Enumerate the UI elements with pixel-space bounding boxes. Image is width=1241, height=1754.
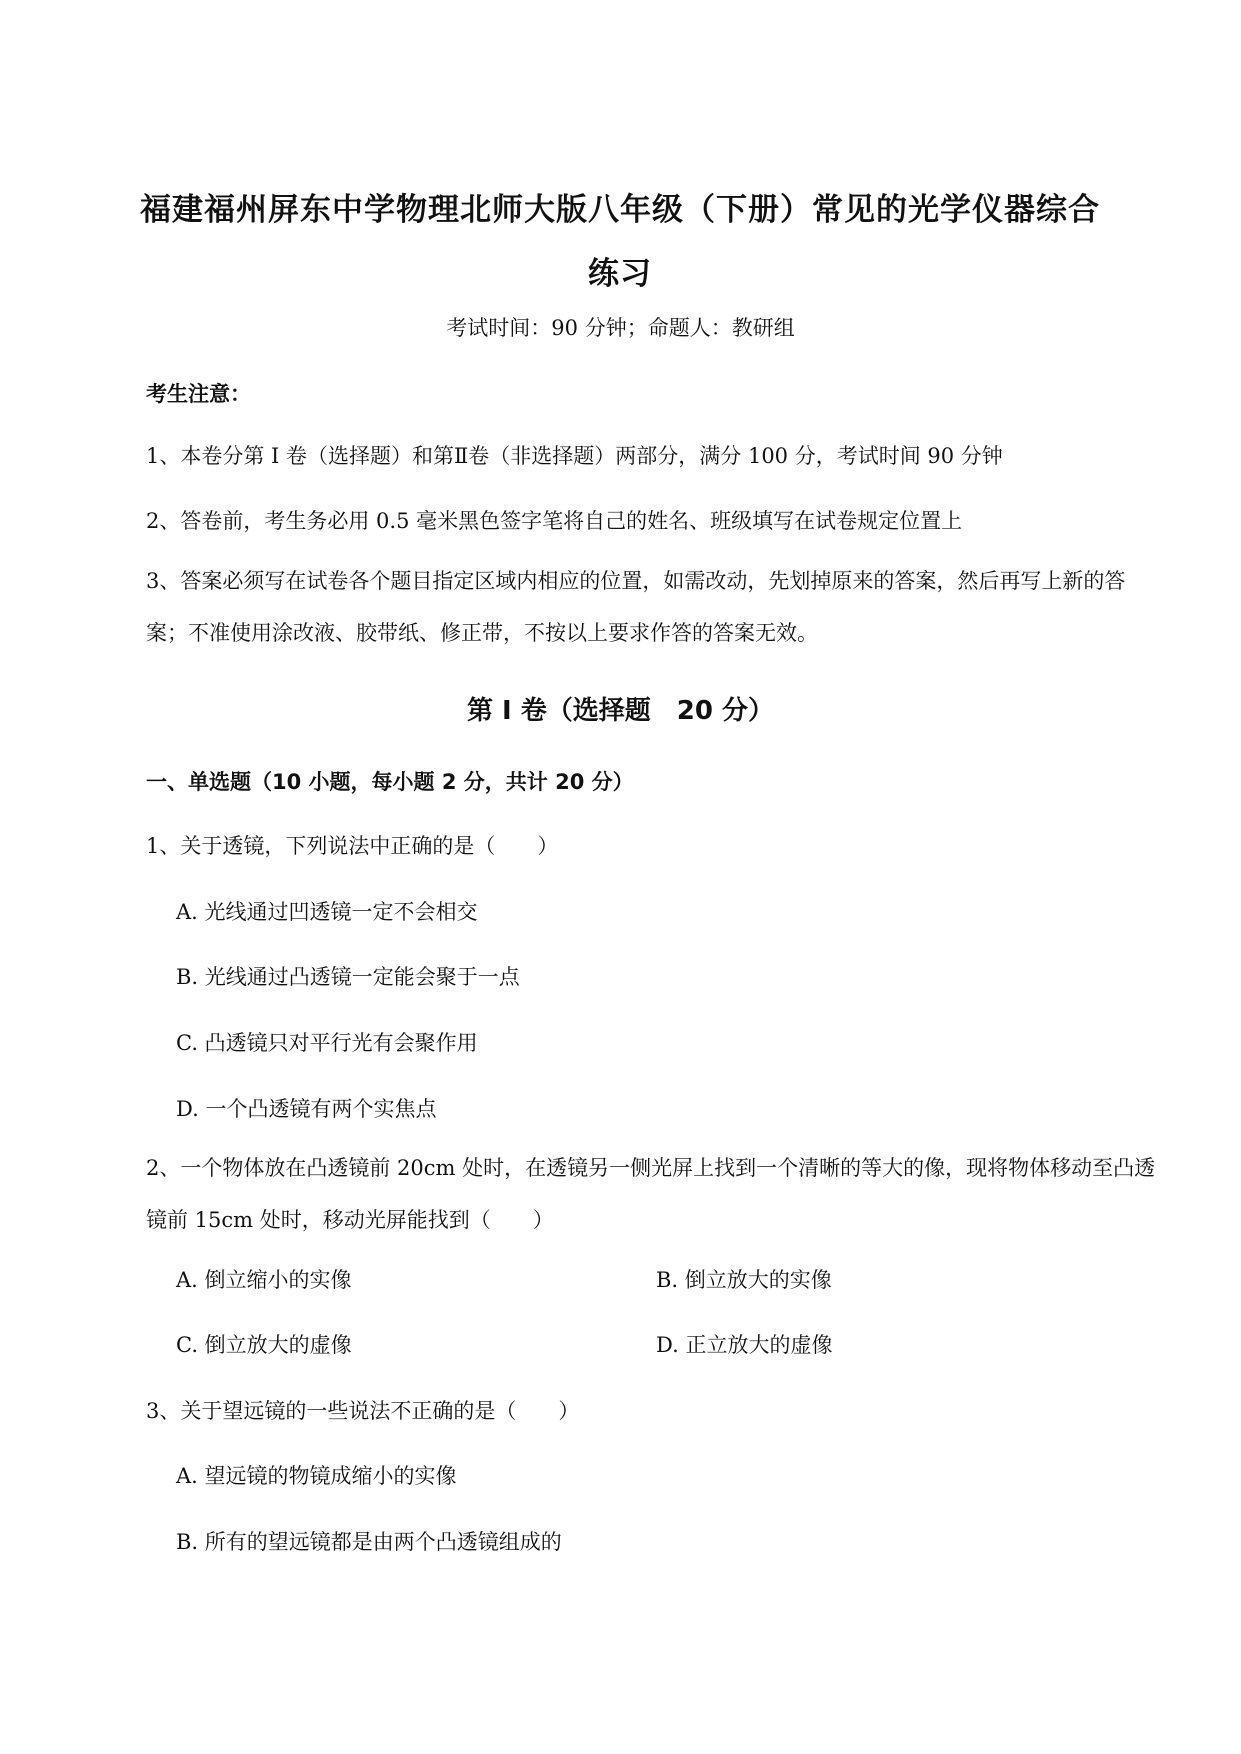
question-3-stem: 3、关于望远镜的一些说法不正确的是（ ） [146,1399,580,1423]
question-1-option-c: C. 凸透镜只对平行光有会聚作用 [176,1031,478,1055]
question-2-option-a: A. 倒立缩小的实像 [176,1268,352,1292]
section-subheading: 一、单选题（10 小题，每小题 2 分，共计 20 分） [146,770,634,794]
exam-meta: 考试时间：90 分钟；命题人：教研组 [446,316,795,340]
question-1-option-a: A. 光线通过凹透镜一定不会相交 [176,900,478,924]
question-3-option-b: B. 所有的望远镜都是由两个凸透镜组成的 [176,1530,562,1554]
question-2-option-b: B. 倒立放大的实像 [656,1268,832,1292]
notice-heading: 考生注意： [146,382,251,406]
document-title: 福建福州屏东中学物理北师大版八年级（下册）常见的光学仪器综合练习 [140,192,1100,292]
notice-item-2: 2、答卷前，考生务必用 0.5 毫米黑色签字笔将自己的姓名、班级填写在试卷规定位置上 [146,509,963,533]
question-1-option-d: D. 一个凸透镜有两个实焦点 [176,1097,437,1121]
section-title: 第 I 卷（选择题 20 分） [466,696,774,726]
question-2-stem: 2、一个物体放在凸透镜前 20cm 处时，在透镜另一侧光屏上找到一个清晰的等大的像，现将物体移动至凸透镜前 15cm 处时，移动光屏能找到（ ） [146,1156,1156,1232]
notice-item-1: 1、本卷分第 I 卷（选择题）和第Ⅱ卷（非选择题）两部分，满分 100 分，考试时间 90 分钟 [146,444,1003,468]
question-2-option-c: C. 倒立放大的虚像 [176,1333,352,1357]
question-3-option-a: A. 望远镜的物镜成缩小的实像 [176,1464,457,1488]
question-1-option-b: B. 光线通过凸透镜一定能会聚于一点 [176,965,520,989]
notice-item-3: 3、答案必须写在试卷各个题目指定区域内相应的位置，如需改动，先划掉原来的答案，然后再写上新的答案；不准使用涂改液、胶带纸、修正带，不按以上要求作答的答案无效。 [146,569,1126,645]
question-1-stem: 1、关于透镜，下列说法中正确的是（ ） [146,834,559,858]
question-2-option-d: D. 正立放大的虚像 [656,1333,833,1357]
